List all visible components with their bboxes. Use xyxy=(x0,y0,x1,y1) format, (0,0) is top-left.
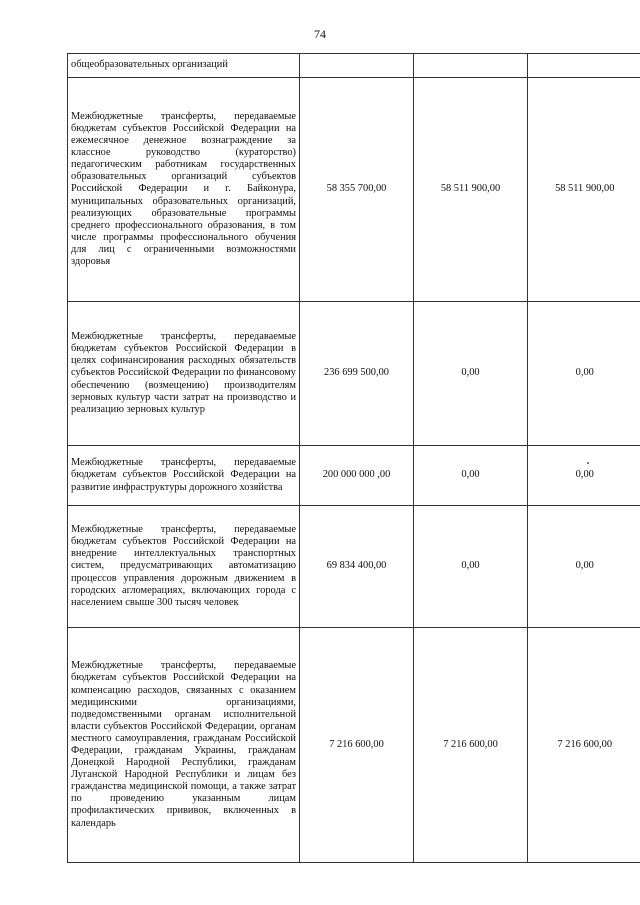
page-number: 74 xyxy=(314,27,326,41)
row-description: общеобразовательных организаций xyxy=(68,54,300,78)
budget-table xyxy=(67,53,640,863)
amount-cell: 58 355 700,00 xyxy=(300,78,414,302)
amount-cell: 0,00 xyxy=(528,506,640,628)
amount-cell: 0,00 xyxy=(414,506,528,628)
amount-cell: 200 000 000 ,00 xyxy=(300,446,414,506)
table-row xyxy=(68,78,640,302)
table-row xyxy=(68,446,640,506)
row-description: Межбюджетные трансферты, передаваемые бюджетам субъектов Российской Федерации в целях софинансирования расходных обязательств субъектов Российской Федерации по финансовому обеспечению (возмещению) производителям зерновых культур части затрат на производство и реализацию зерновых культур xyxy=(68,302,300,446)
table-row xyxy=(68,54,640,78)
table-row xyxy=(68,506,640,628)
amount-cell xyxy=(300,54,414,78)
amount-cell: 7 216 600,00 xyxy=(414,628,528,863)
amount-cell xyxy=(528,54,640,78)
table-row xyxy=(68,628,640,863)
amount-cell: 236 699 500,00 xyxy=(300,302,414,446)
amount-cell: 0,00 xyxy=(414,302,528,446)
amount-cell: 0,00 xyxy=(528,446,640,506)
amount-cell: 58 511 900,00 xyxy=(528,78,640,302)
amount-cell: 69 834 400,00 xyxy=(300,506,414,628)
amount-cell: 0,00 xyxy=(414,446,528,506)
row-description: Межбюджетные трансферты, передаваемые бюджетам субъектов Российской Федерации на внедрение интеллектуальных транспортных систем, предусматривающих автоматизацию процессов управления дорожным движением в городских агломерациях, включающих города с населением свыше 300 тысяч человек xyxy=(68,506,300,628)
table-row xyxy=(68,302,640,446)
amount-cell: 58 511 900,00 xyxy=(414,78,528,302)
row-description: Межбюджетные трансферты, передаваемые бюджетам субъектов Российской Федерации на ежемесячное денежное вознаграждение за классное руководство (кураторство) педагогическим работникам государственных образовательных организаций субъектов Российской Федерации и г. Байконура, муниципальных образовательных организаций, реализующих образовательные программы среднего профессионального образования, в том числе программы профессионального обучения для лиц с ограниченными возможностями здоровья xyxy=(68,78,300,302)
amount-cell xyxy=(414,54,528,78)
amount-cell: 7 216 600,00 xyxy=(300,628,414,863)
row-description: Межбюджетные трансферты, передаваемые бюджетам субъектов Российской Федерации на компенсацию расходов, связанных с оказанием медицинскими организациями, подведомственными органам исполнительной власти субъектов Российской Федерации, органам местного самоуправления, гражданам Российской Федерации, гражданам Украины, гражданам Донецкой Народной Республики, гражданам Луганской Народной Республики и лицам без гражданства медицинской помощи, а также затрат по проведению указанным лицам профилактических прививок, включенных в календарь xyxy=(68,628,300,863)
amount-cell: 7 216 600,00 xyxy=(528,628,640,863)
row-description: Межбюджетные трансферты, передаваемые бюджетам субъектов Российской Федерации на развитие инфраструктуры дорожного хозяйства xyxy=(68,446,300,506)
scan-speck xyxy=(587,462,589,464)
amount-cell: 0,00 xyxy=(528,302,640,446)
